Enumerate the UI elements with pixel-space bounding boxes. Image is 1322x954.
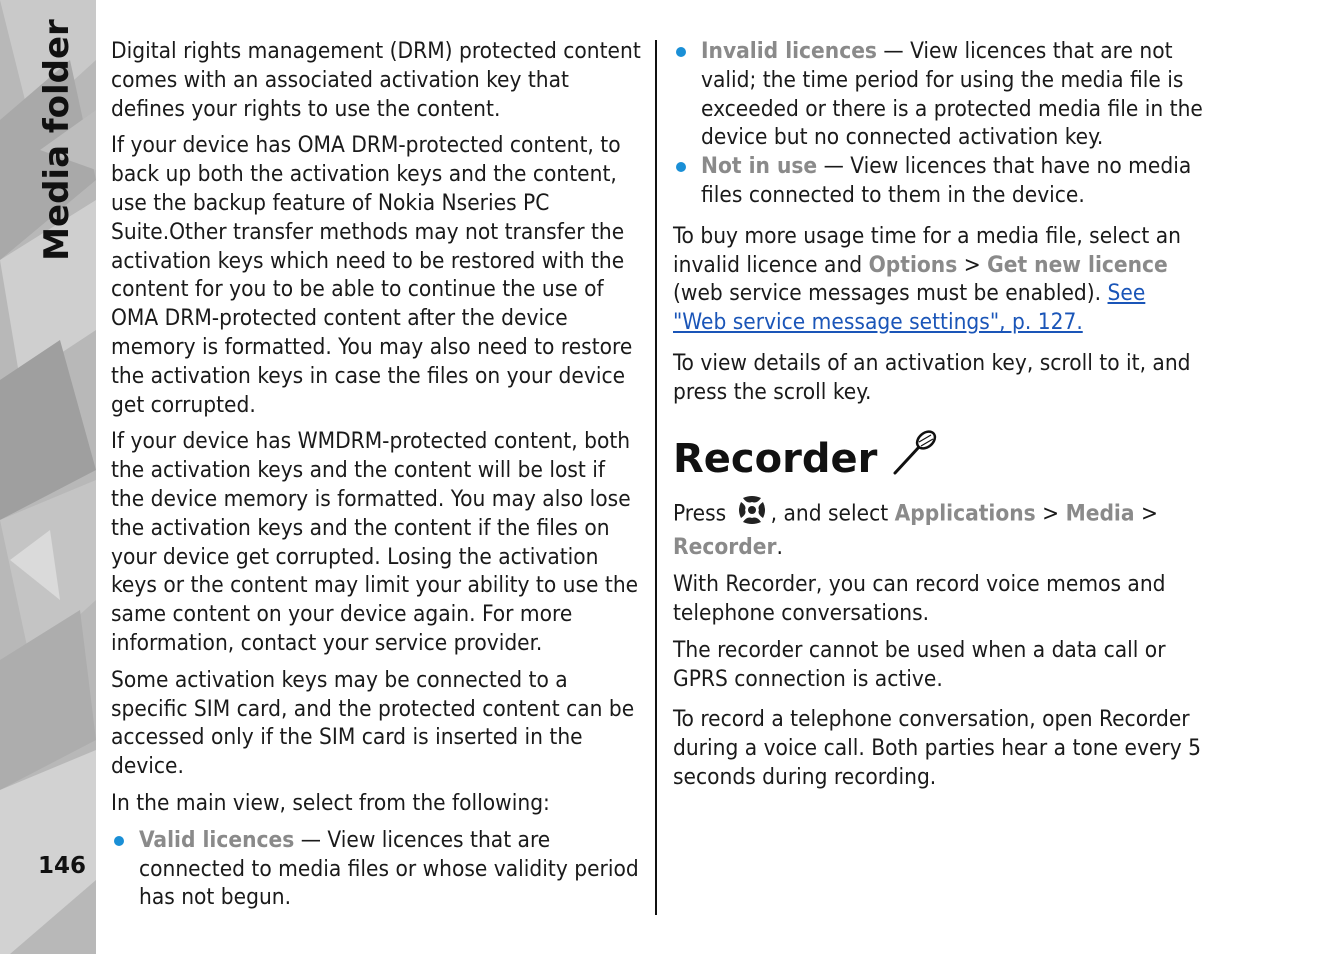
menu-separator: > [957, 251, 988, 278]
menu-separator: > [1134, 499, 1158, 526]
list-item [673, 37, 1203, 152]
heading-text: Recorder [673, 436, 878, 483]
ui-term-recorder: Recorder [673, 534, 777, 561]
paragraph-press [673, 494, 1203, 563]
text-span: (web service messages must be enabled). [673, 280, 1108, 307]
paragraph-with-recorder: With Recorder, you can record voice memos and telephone conversations. [673, 571, 1166, 626]
paragraph-sim-card: Some activation keys may be connected to a specific SIM card, and the protected content can be accessed only if the SIM card is inserted in the device. [111, 666, 635, 780]
ui-term: Not in use [701, 153, 818, 180]
paragraph-record-call: To record a telephone conversation, open Recorder during a voice call. Both parties hear a tone every 5 seconds during recording. [673, 706, 1202, 790]
column-divider [655, 40, 657, 915]
paragraph-oma-drm: If your device has OMA DRM-protected content, to back up both the activation keys and the content, use the backup feature of Nokia Nseries PC Suite.Other transfer methods may not transfer the activation keys which need to be restored with the content for you to be able to continue the use of OMA DRM-protected content after the device memory is formatted. You may also need to restore the activation keys in case the files on your device get corrupted. [111, 132, 633, 418]
menu-key-icon [737, 494, 767, 534]
section-heading [673, 429, 1203, 490]
cross-reference-link[interactable]: See "Web service message settings", p. 127. [673, 280, 1146, 336]
microphone-icon [891, 429, 939, 490]
page-number: 146 [38, 853, 87, 879]
text-span: Press [673, 499, 727, 526]
right-column [673, 37, 1203, 800]
list-item [673, 152, 1203, 210]
paragraph-view-details: To view details of an activation key, scroll to it, and press the scroll key. [673, 349, 1191, 405]
licence-list-continued [673, 37, 1203, 210]
ui-term: Valid licences [139, 826, 295, 853]
ui-term: Invalid licences [701, 38, 877, 64]
text-span: , and select [770, 499, 895, 526]
menu-separator: > [1035, 499, 1066, 526]
list-item-text: — View licences that have no media files connected to them in the device. [701, 153, 1192, 208]
paragraph-drm-intro: Digital rights management (DRM) protected content comes with an associated activation key that defines your rights to use the content. [111, 38, 641, 122]
section-title: Media folder [37, 19, 77, 261]
ui-term-get-new-licence: Get new licence [987, 251, 1168, 278]
ui-term-applications: Applications [894, 499, 1036, 526]
paragraph-buy-time [673, 222, 1203, 337]
bullet-icon [114, 836, 124, 846]
list-item [111, 826, 641, 912]
sidebar [0, 0, 96, 954]
paragraph-cannot-use: The recorder cannot be used when a data call or GPRS connection is active. [673, 636, 1166, 692]
text-span: . [776, 534, 783, 561]
text-span: To buy more usage time for a media file, select an invalid licence and [673, 222, 1181, 278]
bullet-icon [676, 47, 686, 57]
ui-term-options: Options [868, 251, 958, 278]
licence-list [111, 826, 641, 912]
ui-term-media: Media [1065, 499, 1135, 526]
left-column [111, 37, 641, 920]
paragraph-main-view: In the main view, select from the following: [111, 789, 550, 816]
list-item-text: — View licences that are not valid; the time period for using the media file is exceeded or there is a protected media file in the device but no connected activation key. [701, 38, 1203, 151]
list-item-text: — View licences that are connected to media files or whose validity period has not begun. [139, 826, 639, 911]
paragraph-wmdrm: If your device has WMDRM-protected content, both the activation keys and the content will be lost if the device memory is formatted. You may also lose the activation keys and the content if the files on your device get corrupted. Losing the activation keys or the content may limit your ability to use the same content on your device again. For more information, contact your service provider. [111, 428, 639, 656]
bullet-icon [676, 162, 686, 172]
